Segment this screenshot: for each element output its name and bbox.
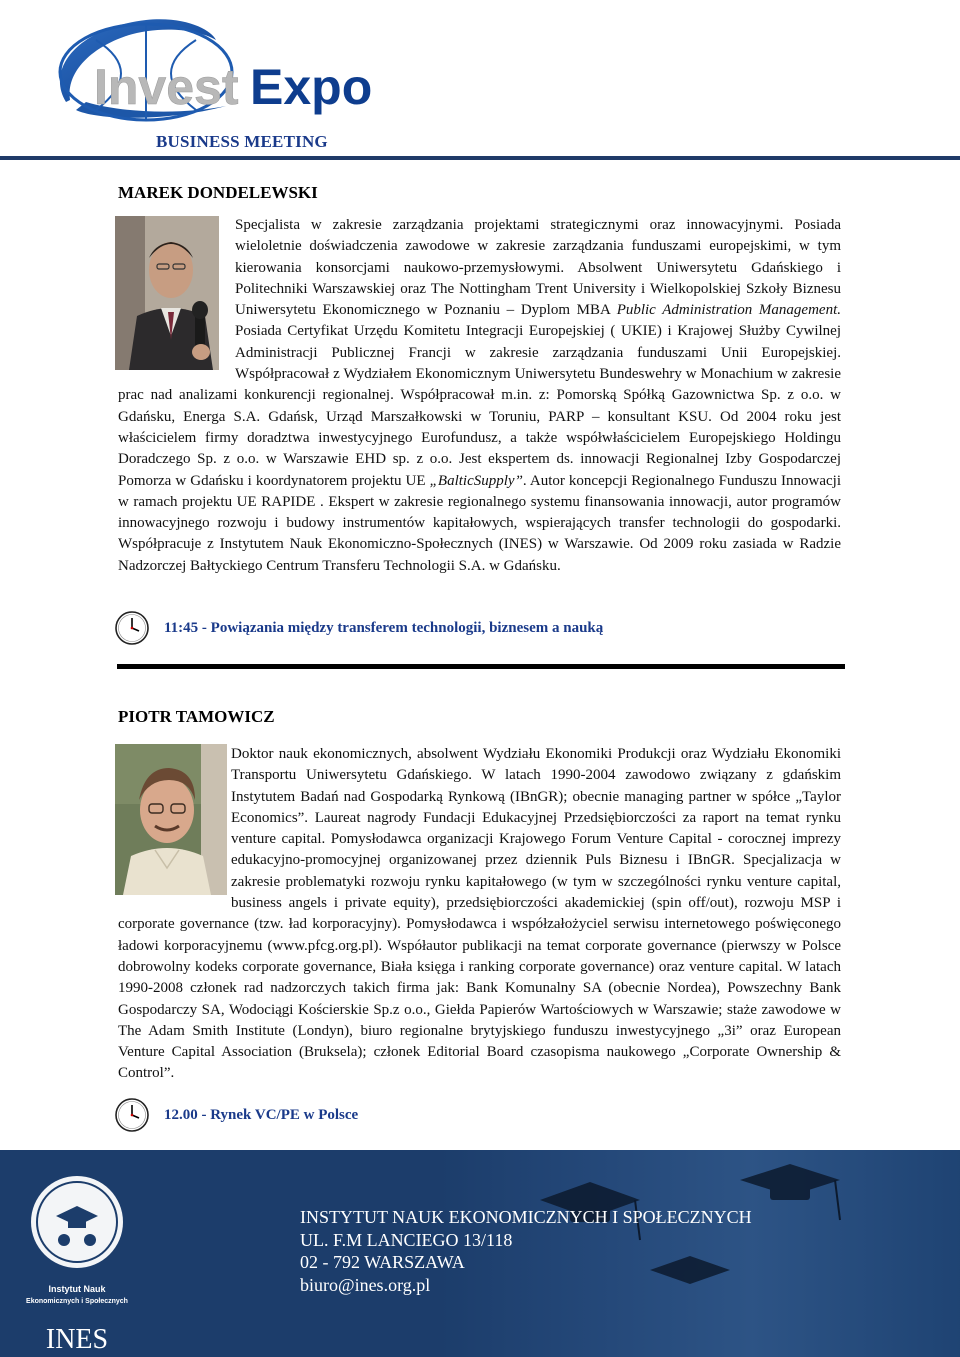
ines-logo — [18, 1164, 136, 1354]
speaker-name: MAREK DONDELEWSKI — [118, 183, 318, 202]
speaker-bio — [118, 215, 841, 577]
clock-icon — [114, 610, 150, 646]
photo-float-spacer — [118, 215, 235, 385]
bio-text-part3: . Autor koncepcji Regionalnego Funduszu Innowacji w ramach projektu UE RAPIDE . Ekspert w zakresie regionalnego systemu finansowania innowacji, autor programów innowacyjnego rozwoju i budowy instrumentów kapitałowych, wspierających transfer technologii do gospodarki. Współpracuje z Instytutem Nauk Ekonomiczno-Społecznych (INES) w Warszawie. Od 2009 roku zasiada w Radzie Nadzorczej Bałtyckiego Centrum Transferu Technologii S.A. w Gdańsku. — [118, 472, 841, 574]
schedule-item — [114, 1095, 358, 1135]
footer-address — [300, 1206, 752, 1296]
svg-text:Ekonomicznych i Społecznych: Ekonomicznych i Społecznych — [26, 1298, 128, 1305]
business-meeting-label: BUSINESS MEETING — [156, 132, 328, 151]
bio-text-part2: Posiada Certyfikat Urzędu Komitetu Integracji Europejskiej ( UKIE) i Krajowej Służby Cywilnej Administracji Publicznej Francji w zakresie zarządzania funduszami Unii Europejskiej. Współpracował z Wydziałem Ekonomicznym Uniwersytetu Bundeswehry w Monachium w zakresie prac nad analizami konkurencji regionalnej. Współpracował m.in. z: Pomorską Spółką Gazownictwa Sp. z o.o. w Gdańsku, Energa S.A. Gdańsk, Urząd Marszałkowski w Toruniu, PARP – konsultant KSU. Od 2004 roku jest właścicielem firmy doradztwa inwestycyjnego Eurofundusz, a także współwłaścicielem Europejskiego Holdingu Doradczego Sp. z o.o. w Warszawie EHD sp. z o.o. Jest ekspertem ds. innowacji Regionalnej Izby Gospodarczej Pomorza w Gdańsku i koordynatorem projektu UE — [118, 323, 841, 489]
bio-text-part1: Specjalista w zakresie zarządzania projektami strategicznymi oraz innowacyjnymi. Posiada wieloletnie doświadczenia zawodowe w zakresie zarządzania funduszami europejskimi, w tym kierowania konsorcjami naukowo-przemysłowymi. Absolwent Uniwersytetu Gdańskiego i Politechniki Warszawskiej oraz The Nottingham Trent University i Wielkopolskiej Szkoły Biznesu Uniwersytetu Ekonomicznego w Poznaniu – Dyplom MBA — [235, 217, 841, 319]
speaker-bio — [118, 744, 841, 1085]
globe-icon — [36, 10, 396, 130]
clock-icon — [114, 1097, 150, 1133]
schedule-item — [114, 608, 603, 648]
footer-postal-city: 02 - 792 WARSZAWA — [300, 1252, 465, 1272]
schedule-text: 12.00 - Rynek VC/PE w Polsce — [164, 1106, 359, 1123]
investexpo-logo — [36, 10, 396, 130]
page-header — [0, 0, 960, 160]
footer-institute-name: INSTYTUT NAUK EKONOMICZNYCH I SPOŁECZNYCH — [300, 1207, 752, 1227]
photo-float-spacer — [118, 744, 231, 908]
footer-street: UL. F.M LANCIEGO 13/118 — [300, 1229, 513, 1250]
bio-text: Doktor nauk ekonomicznych, absolwent Wydziału Ekonomiki Produkcji oraz Wydziału Ekonomiki Transportu Uniwersytetu Gdańskiego. W latach 1990-2004 zawodowo związany z gdańskim Instytutem Badań nad Gospodarką Rynkową (IBnGR); obecnie managing partner w spółce „Taylor Economics”. Laureat nagrody Fundacji Edukacyjnej Przedsiębiorczości za raport na temat rynku venture capital. Pomysłodawca organizacji Krajowego Forum Venture Capital - corocznej imprezy edukacyjno-promocyjnej organizowanej przez dziennik Puls Biznesu i IBnGR. Specjalizacja w zakresie problematyki rozwoju rynku kapitałowego (w tym w szczególności rynku venture capital, business angels i private equity), przedsiębiorczości akademickiej (spin off/out), rozwoju MSP i corporate governance (tzw. ład korporacyjny). Pomysłodawca i współzałożyciel serwisu internetowego poświęconego ładowi korporacyjnemu (www.pfcg.org.pl). Współautor publikacji na temat corporate governance (pierwszy w Polsce dobrowolny kodeks corporate governance, Biała księga i ranking corporate governance) oraz venture capital. W latach 1990-2008 członek rad nadzorczych takich firma jak: Bank Komunalny SA (obecnie Nordea), Powszechny Bank Gospodarczy SA, Wodociągi Kościerskie Sp.z o.o., Giełda Papierów Wartościowych w Warszawie; staże zawodowe w The Adam Smith Institute (Londyn), biuro regionalne brytyjskiego funduszu inwestycyjnego „3i” oraz European Venture Capital Association (Bruksela); członek Editorial Board czasopisma naukowego „Corporate Ownership & Control”. — [118, 746, 841, 1082]
footer-email-link[interactable]: biuro@ines.org.pl — [300, 1274, 431, 1295]
svg-text:Instytut Nauk: Instytut Nauk — [48, 1284, 106, 1294]
header-rule — [0, 156, 960, 160]
schedule-text: 11:45 - Powiązania między transferem technologii, biznesem a nauką — [164, 619, 604, 636]
bio-text-italic-project: „BalticSupply” — [429, 472, 523, 489]
speaker-name: PIOTR TAMOWICZ — [118, 707, 275, 726]
svg-text:Expo: Expo — [250, 59, 373, 115]
page-footer — [0, 1150, 960, 1357]
svg-text:Invest: Invest — [94, 59, 239, 115]
svg-text:INES: INES — [45, 1324, 109, 1354]
bio-text-italic-mba: Public Administration Management. — [616, 302, 841, 319]
section-divider — [117, 664, 845, 669]
